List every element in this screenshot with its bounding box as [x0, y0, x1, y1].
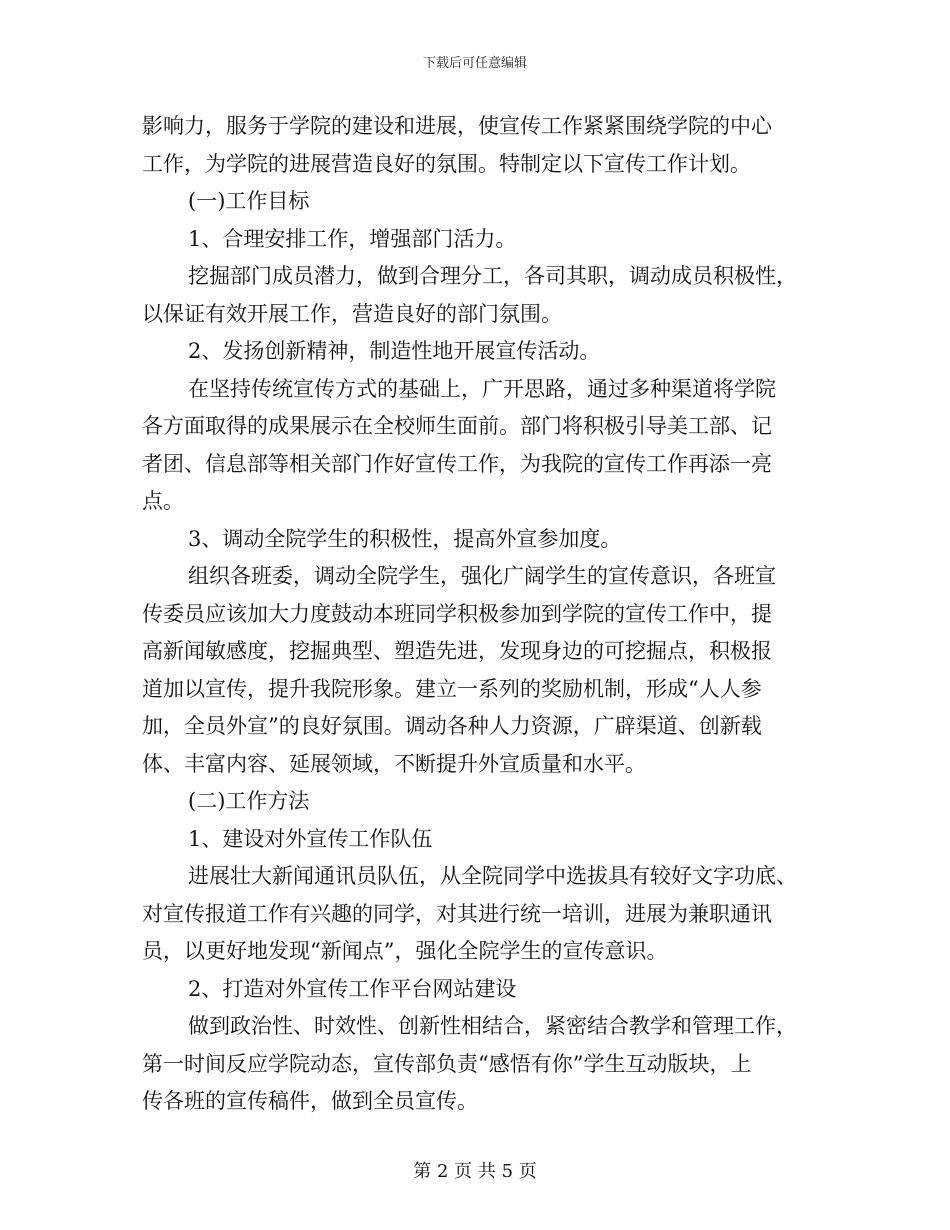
paragraph-line: 组织各班委，调动全院学生，强化广阔学生的宣传意识，各班宣 [188, 564, 776, 588]
paragraph-line: 进展壮大新闻通讯员队伍，从全院同学中选拔具有较好文字功底、 [188, 864, 797, 888]
paragraph-line: 工作，为学院的进展营造良好的氛围。特制定以下宣传工作计划。 [142, 152, 751, 176]
paragraph-line: 道加以宣传，提升我院形象。建立一系列的奖励机制，形成“人人参 [142, 677, 762, 701]
item-heading: 2、打造对外宣传工作平台网站建设 [188, 977, 517, 1001]
section-heading: (一)工作目标 [188, 189, 310, 213]
paragraph-line: 在坚持传统宣传方式的基础上，广开思路，通过多种渠道将学院 [188, 377, 776, 401]
paragraph-line: 者团、信息部等相关部门作好宣传工作，为我院的宣传工作再添一亮 [142, 452, 772, 476]
paragraph-line: 做到政治性、时效性、创新性相结合，紧密结合教学和管理工作， [188, 1014, 797, 1038]
paragraph-line: 员，以更好地发现“新闻点”，强化全院学生的宣传意识。 [142, 939, 668, 963]
paragraph-line: 挖掘部门成员潜力，做到合理分工，各司其职，调动成员积极性， [188, 264, 797, 288]
paragraph-line: 对宣传报道工作有兴趣的同学，对其进行统一培训，进展为兼职通讯 [142, 902, 772, 926]
page-header-note: 下载后可任意编辑 [422, 56, 527, 71]
paragraph-line: 第一时间反应学院动态，宣传部负责“感悟有你”学生互动版块，上 [142, 1052, 752, 1076]
section-heading: (二)工作方法 [188, 789, 310, 813]
paragraph-line: 传各班的宣传稿件，做到全员宣传。 [142, 1089, 478, 1113]
paragraph-line: 传委员应该加大力度鼓动本班同学积极参加到学院的宣传工作中，提 [142, 602, 772, 626]
paragraph-line: 以保证有效开展工作，营造良好的部门氛围。 [142, 302, 562, 326]
item-heading: 1、合理安排工作，增强部门活力。 [188, 227, 517, 251]
item-heading: 2、发扬创新精神，制造性地开展宣传活动。 [188, 339, 601, 363]
page-number: 第 2 页 共 5 页 [413, 1161, 537, 1182]
paragraph-line: 高新闻敏感度，挖掘典型、塑造先进，发现身边的可挖掘点，积极报 [142, 639, 772, 663]
paragraph-line: 各方面取得的成果展示在全校师生面前。部门将积极引导美工部、记 [142, 414, 772, 438]
item-heading: 1、建设对外宣传工作队伍 [188, 827, 433, 851]
paragraph-line: 体、丰富内容、延展领域，不断提升外宣质量和水平。 [142, 752, 646, 776]
item-heading: 3、调动全院学生的积极性，提高外宣参加度。 [188, 527, 622, 551]
paragraph-line: 加，全员外宣”的良好氛围。调动各种人力资源，广辟渠道、创新载 [142, 714, 762, 738]
paragraph-line: 点。 [142, 489, 184, 513]
paragraph-line: 影响力，服务于学院的建设和进展，使宣传工作紧紧围绕学院的中心 [142, 114, 772, 138]
